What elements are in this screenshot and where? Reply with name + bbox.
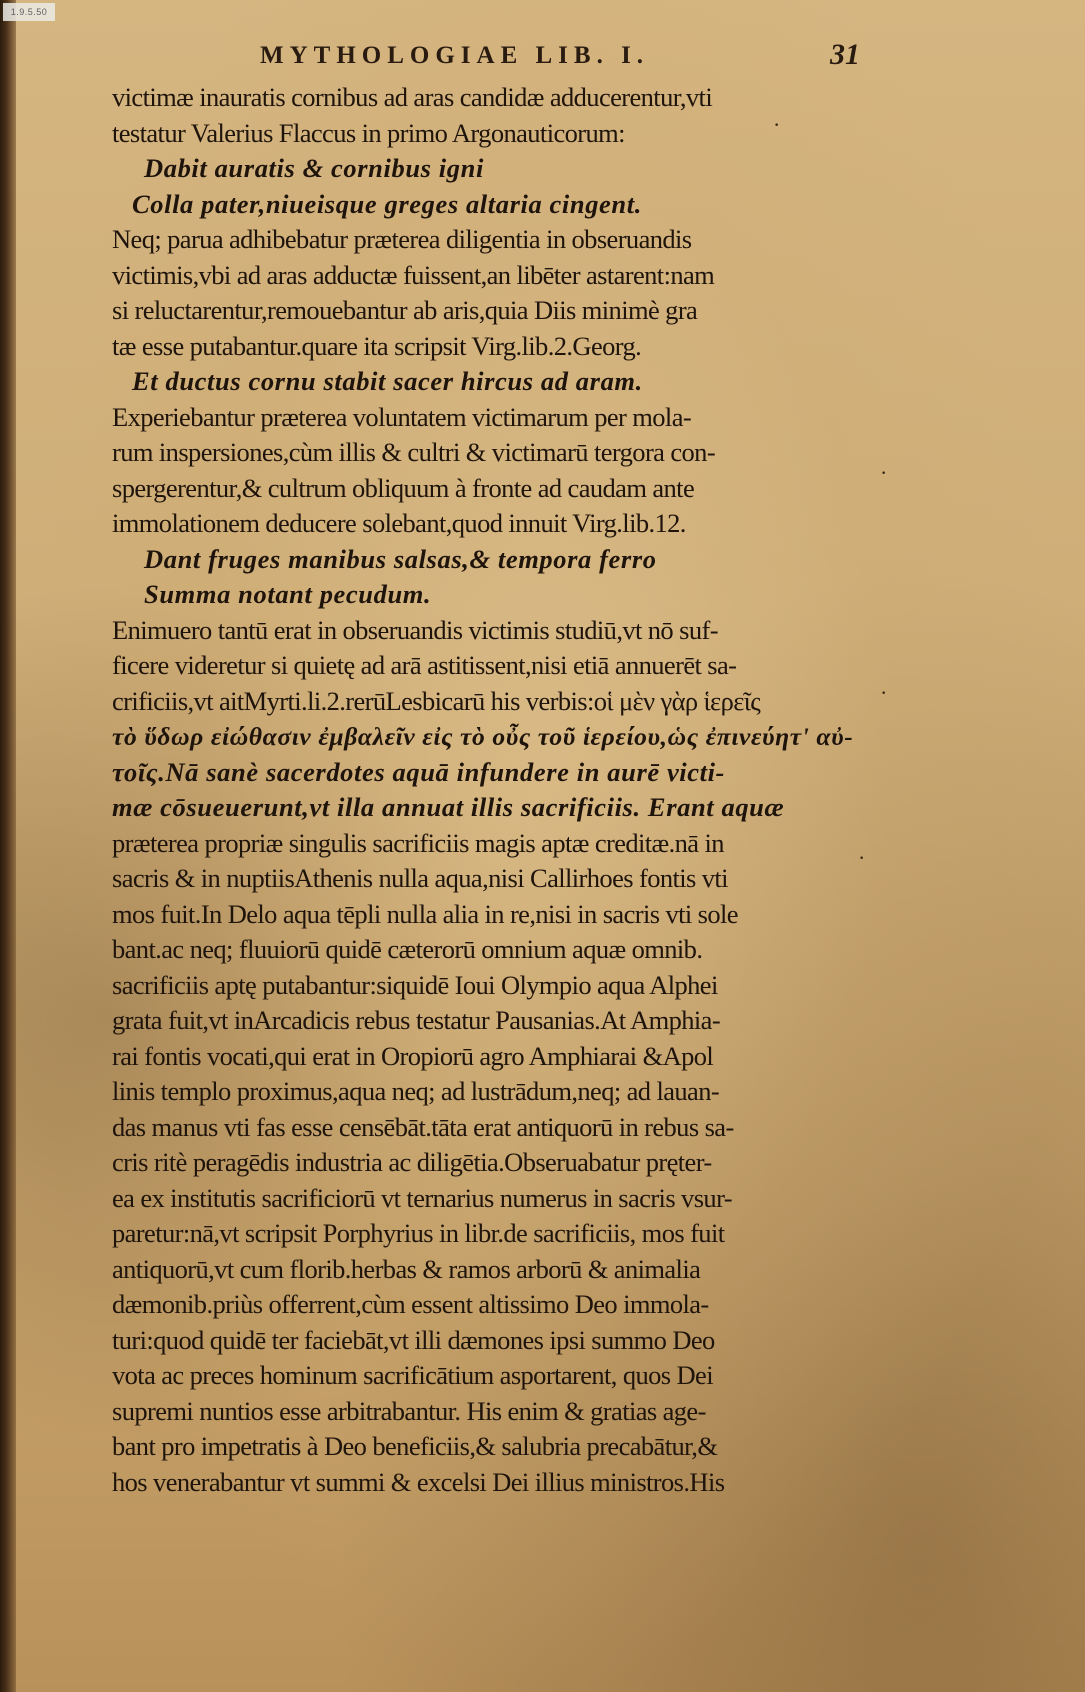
running-title: MYTHOLOGIAE LIB. I.	[260, 42, 650, 69]
text-line: Colla pater,niueisque greges altaria cingent.	[132, 188, 642, 219]
text-line: crificiis,vt aitMyrti.li.2.rerūLesbicarū his verbis:οἱ μὲν γὰρ ἱερεῖς	[112, 685, 761, 716]
text-line: sacris & in nuptiisAthenis nulla aqua,nisi Callirhoes fontis vti	[112, 863, 728, 893]
text-line: cris ritè peragēdis industria ac diligētia.Obseruabatur pręter-	[112, 1147, 712, 1177]
text-line: supremi nuntios esse arbitrabantur. His enim & gratias age-	[112, 1395, 706, 1426]
text-line: turi:quod quidē ter faciebāt,vt illi dæmones ipsi summo Deo	[112, 1324, 715, 1355]
text-line: dæmonib.priùs offerrent,cùm essent altissimo Deo immola-	[112, 1289, 709, 1319]
text-line: præterea propriæ singulis sacrificiis magis aptæ creditæ.nā in	[112, 827, 724, 858]
text-line: rai fontis vocati,qui erat in Oropiorū agro Amphiarai &Apol	[112, 1040, 714, 1071]
text-line: ficere videretur si quietę ad arā astitissent,nisi etiā annuerēt sa-	[112, 650, 737, 680]
text-line: Experiebantur præterea voluntatem victimarum per mola-	[112, 401, 692, 432]
text-line: si reluctarentur,remouebantur ab aris,quia Diis minimè gra	[112, 295, 698, 325]
text-line: antiquorū,vt cum florib.herbas & ramos arborū & animalia	[112, 1253, 701, 1284]
text-line: hos venerabantur vt summi & excelsi Dei illius ministros.His	[112, 1466, 725, 1497]
text-line: ea ex institutis sacrificiorū vt ternarius numerus in sacris vsur-	[112, 1182, 732, 1213]
text-line: das manus vti fas esse censēbāt.tāta erat antiquorū in rebus sa-	[112, 1111, 734, 1142]
text-line: victimæ inauratis cornibus ad aras candidæ adducerentur,vti	[112, 82, 713, 112]
text-line: vota ac preces hominum sacrificātium asportarent, quos Dei	[112, 1360, 713, 1390]
text-line: bant.ac neq; fluuiorū quidē cæterorū omnium aquæ omnib.	[112, 934, 703, 964]
page-number: 31	[830, 38, 860, 71]
text-line: paretur:nā,vt scripsit Porphyrius in libr.de sacrificiis, mos fuit	[112, 1218, 725, 1248]
text-line: mæ cōsueuerunt,vt illa annuat illis sacrificiis. Erant aquæ	[112, 792, 785, 822]
text-line: tæ esse putabantur.quare ita scripsit Virg.lib.2.Georg.	[112, 330, 642, 361]
ink-speck-mark: ·	[858, 845, 866, 870]
text-line: Dabit auratis & cornibus igni	[144, 153, 484, 183]
text-line: immolationem deducere solebant,quod innuit Virg.lib.12.	[112, 508, 686, 538]
page-header	[240, 38, 860, 78]
text-line: τοῖς.Nā sanè sacerdotes aquā infundere in aurē victi-	[112, 756, 725, 787]
text-line: victimis,vbi ad aras adductæ fuissent,an libēter astarent:nam	[112, 259, 715, 290]
text-line: Et ductus cornu stabit sacer hircus ad aram.	[132, 366, 643, 396]
library-sticker: 1.9.5.50	[3, 3, 55, 21]
text-line: Dant fruges manibus salsas,& tempora ferro	[144, 543, 657, 574]
text-line: bant pro impetratis à Deo beneficiis,& salubria precabātur,&	[112, 1431, 718, 1461]
ink-speck-mark: ·	[880, 680, 888, 705]
text-line: grata fuit,vt inArcadicis rebus testatur Pausanias.At Amphia-	[112, 1005, 721, 1035]
text-line: rum inspersiones,cùm illis & cultri & victimarū tergora con-	[112, 437, 716, 467]
text-line: spergerentur,& cultrum obliquum à fronte ad caudam ante	[112, 472, 695, 503]
text-line: Summa notant pecudum.	[144, 579, 432, 609]
book-spine-gutter	[0, 0, 16, 1692]
text-line: testatur Valerius Flaccus in primo Argonauticorum:	[112, 117, 625, 148]
text-line: Neq; parua adhibebatur præterea diligentia in obseruandis	[112, 224, 692, 254]
text-line: Enimuero tantū erat in obseruandis victimis studiū,vt nō suf-	[112, 614, 718, 645]
text-line: τὸ ὕδωρ εἰώθασιν ἐμβαλεῖν εἰς τὸ οὖς τοῦ ἱερείου,ὡς ἐπινεύητ' αὐ-	[112, 722, 854, 751]
text-line: mos fuit.In Delo aqua tēpli nulla alia in re,nisi in sacris vti sole	[112, 898, 738, 929]
ink-speck-mark: ·	[880, 460, 888, 485]
body-text	[112, 80, 860, 1500]
text-line: linis templo proximus,aqua neq; ad lustrādum,neq; ad lauan-	[112, 1076, 720, 1106]
ink-speck-mark: ·	[773, 112, 781, 137]
text-line: sacrificiis aptę putabantur:siquidē Ioui Olympio aqua Alphei	[112, 969, 718, 1000]
